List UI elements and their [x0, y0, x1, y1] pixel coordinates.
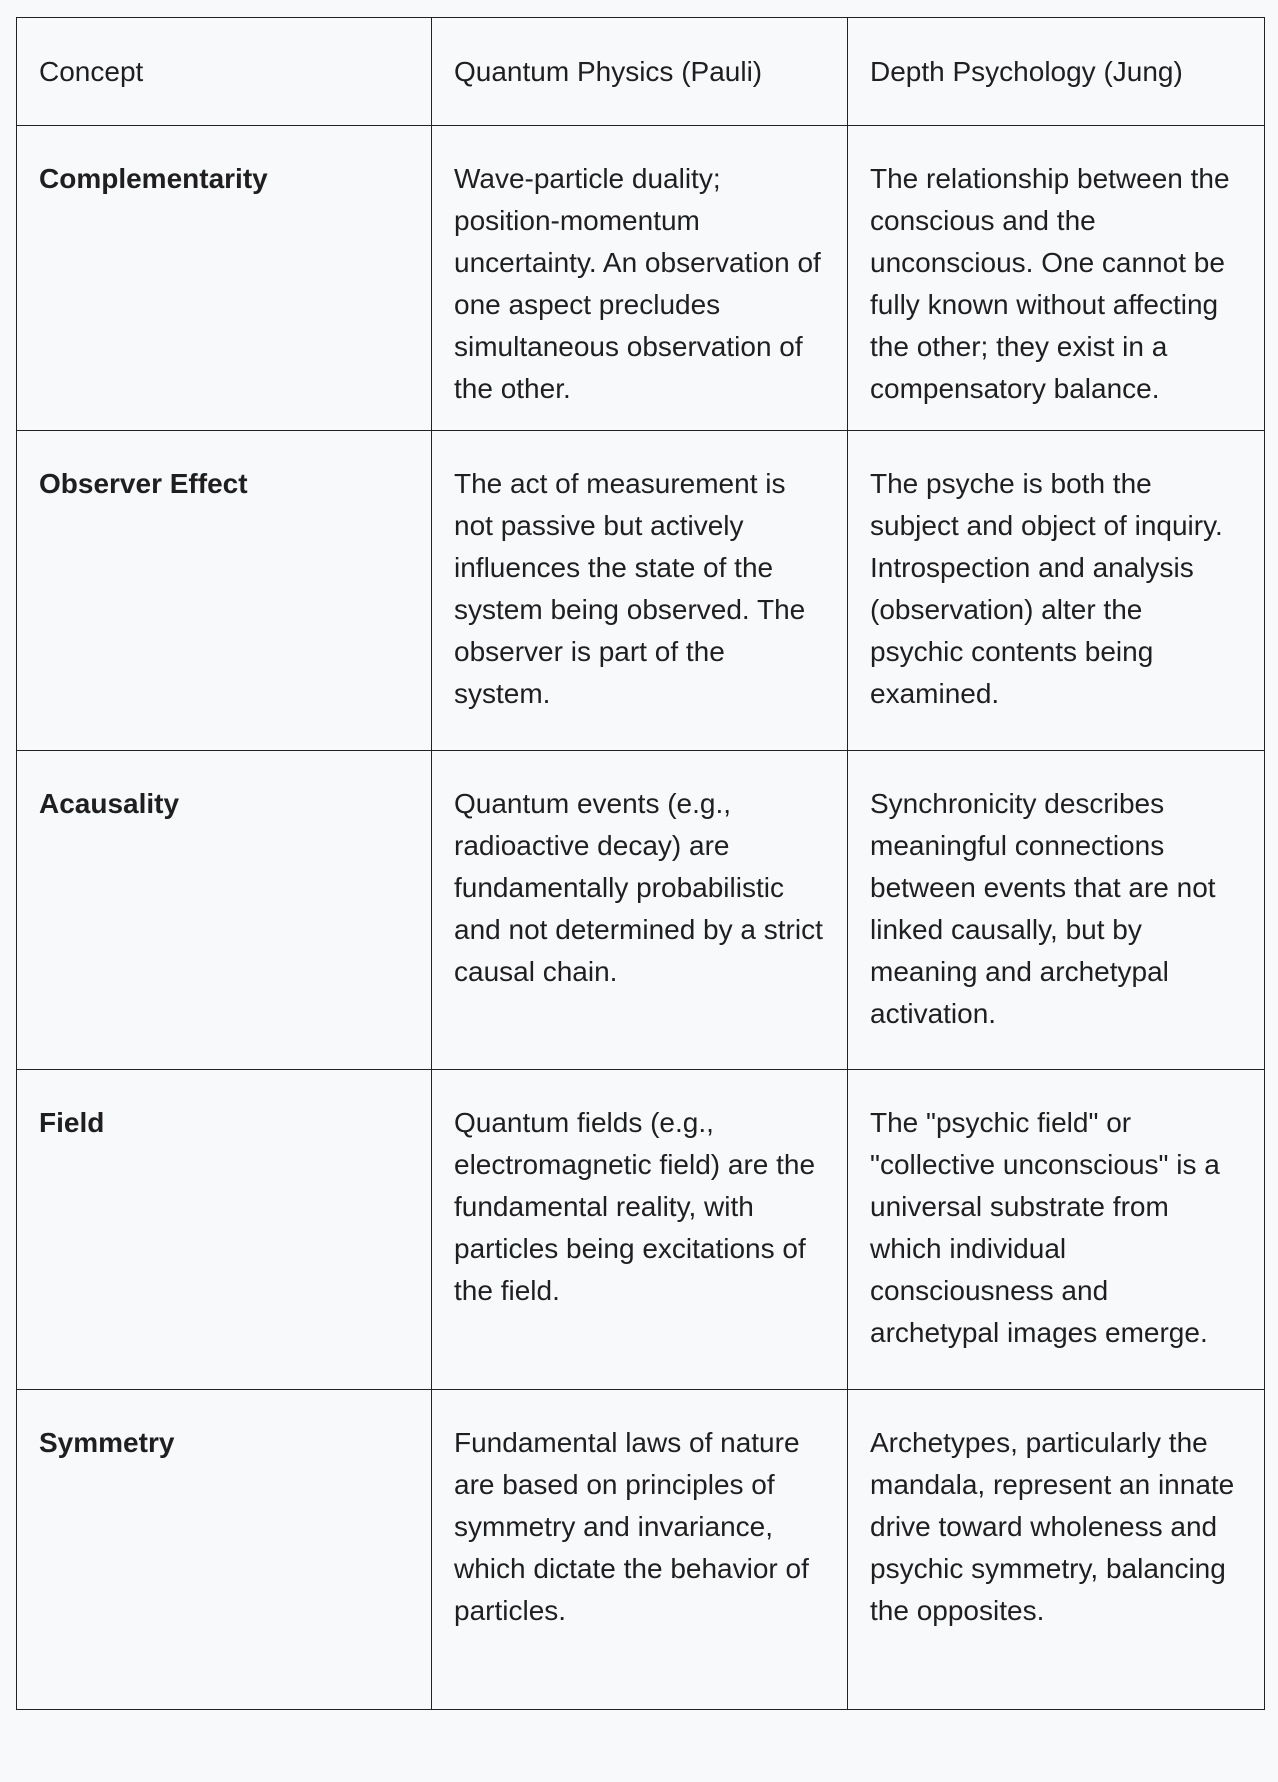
- psychology-cell: Archetypes, particularly the mandala, represent an innate drive toward wholeness and psychic symmetry, balancing the opposites.: [848, 1390, 1265, 1710]
- table-row: [17, 751, 1265, 1070]
- physics-cell: Quantum fields (e.g., electromagnetic field) are the fundamental reality, with particles being excitations of the field.: [432, 1070, 848, 1390]
- physics-cell: Fundamental laws of nature are based on principles of symmetry and invariance, which dictate the behavior of particles.: [432, 1390, 848, 1710]
- table-row: [17, 1390, 1265, 1710]
- psychology-cell: The psyche is both the subject and object of inquiry. Introspection and analysis (observation) alter the psychic contents being examined.: [848, 431, 1265, 751]
- physics-cell: Wave-particle duality; position-momentum uncertainty. An observation of one aspect precludes simultaneous observation of the other.: [432, 126, 848, 431]
- physics-cell: The act of measurement is not passive but actively influences the state of the system being observed. The observer is part of the system.: [432, 431, 848, 751]
- header-concept: Concept: [17, 18, 432, 126]
- concept-cell: Field: [17, 1070, 432, 1390]
- header-quantum-physics: Quantum Physics (Pauli): [432, 18, 848, 126]
- psychology-cell: The relationship between the conscious and the unconscious. One cannot be fully known without affecting the other; they exist in a compensatory balance.: [848, 126, 1265, 431]
- psychology-cell: The "psychic field" or "collective unconscious" is a universal substrate from which individual consciousness and archetypal images emerge.: [848, 1070, 1265, 1390]
- header-depth-psychology: Depth Psychology (Jung): [848, 18, 1265, 126]
- concept-cell: Complementarity: [17, 126, 432, 431]
- physics-cell: Quantum events (e.g., radioactive decay) are fundamentally probabilistic and not determined by a strict causal chain.: [432, 751, 848, 1070]
- psychology-cell: Synchronicity describes meaningful connections between events that are not linked causally, but by meaning and archetypal activation.: [848, 751, 1265, 1070]
- table-row: [17, 1070, 1265, 1390]
- table-row: [17, 431, 1265, 751]
- concept-cell: Symmetry: [17, 1390, 432, 1710]
- concept-cell: Observer Effect: [17, 431, 432, 751]
- table-row: [17, 126, 1265, 431]
- comparison-table-container: [16, 17, 1264, 1710]
- table-header-row: [17, 18, 1265, 126]
- comparison-table: [16, 17, 1265, 1710]
- concept-cell: Acausality: [17, 751, 432, 1070]
